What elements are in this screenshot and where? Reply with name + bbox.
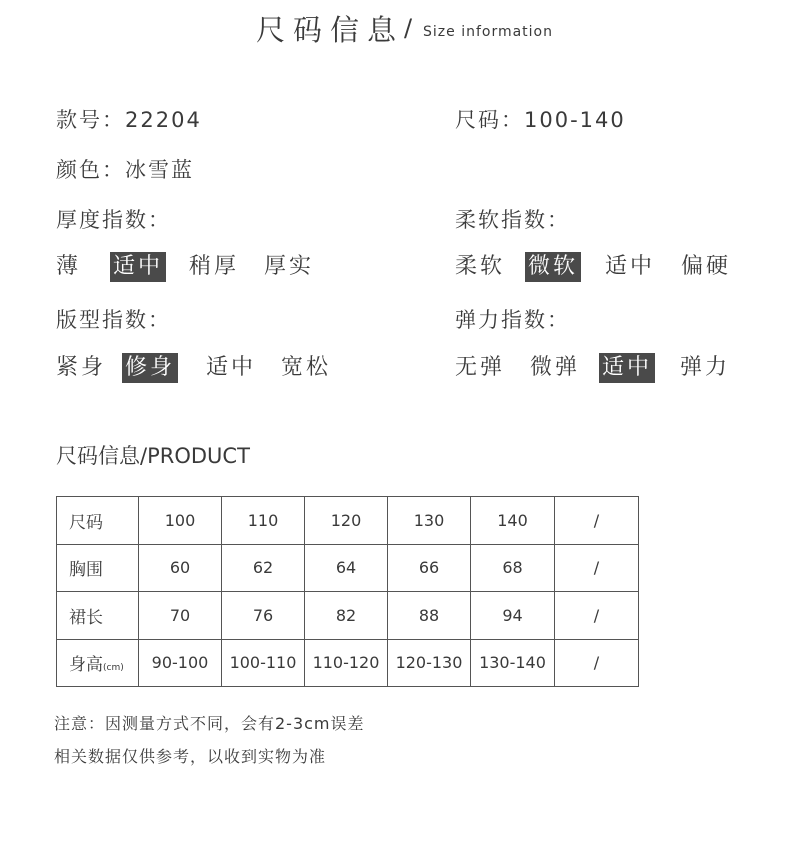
table-cell: / [555, 497, 639, 545]
thickness-option: 厚实 [264, 254, 315, 279]
thickness-option: 稍厚 [189, 254, 240, 279]
fit-label: 版型指数： [56, 308, 171, 332]
table-cell: / [555, 639, 639, 687]
table-cell: 76 [222, 592, 305, 640]
table-cell: 88 [388, 592, 471, 640]
style-number: 款号：22204 [56, 108, 202, 132]
table-row [57, 639, 639, 687]
table-cell: 94 [471, 592, 555, 640]
unit-label: (cm) [103, 663, 124, 674]
elasticity-option-selected: 适中 [599, 353, 655, 383]
row-label: 胸围 [69, 560, 103, 581]
elasticity-option: 无弹 [455, 355, 506, 380]
note-line-1: 注意：因测量方式不同，会有2-3cm误差 [54, 714, 365, 733]
elasticity-option: 弹力 [680, 355, 731, 380]
table-cell: 120 [305, 497, 388, 545]
elasticity-label: 弹力指数： [455, 308, 570, 332]
table-row [57, 497, 639, 545]
fit-option: 宽松 [281, 355, 332, 380]
color-name: 颜色：冰雪蓝 [56, 158, 194, 182]
softness-option: 柔软 [455, 254, 506, 279]
row-label: 尺码 [69, 512, 103, 533]
table-cell: 90-100 [139, 639, 222, 687]
fit-option: 适中 [206, 355, 257, 380]
thickness-option-selected: 适中 [110, 252, 166, 282]
row-header [57, 639, 139, 687]
title-separator: / [404, 14, 413, 42]
table-cell: 100 [139, 497, 222, 545]
table-cell: 60 [139, 544, 222, 592]
softness-option-selected: 微软 [525, 252, 581, 282]
softness-option: 偏硬 [681, 254, 732, 279]
row-label: 裙长 [69, 607, 103, 628]
table-cell: 110 [222, 497, 305, 545]
size-table [56, 496, 639, 687]
fit-option-selected: 修身 [122, 353, 178, 383]
table-cell: 66 [388, 544, 471, 592]
page-subtitle: Size information [423, 24, 553, 40]
table-cell: 110-120 [305, 639, 388, 687]
elasticity-option: 微弹 [530, 355, 581, 380]
table-cell: 130-140 [471, 639, 555, 687]
table-cell: / [555, 592, 639, 640]
table-cell: 120-130 [388, 639, 471, 687]
row-header [57, 544, 139, 592]
table-cell: 82 [305, 592, 388, 640]
fit-option: 紧身 [56, 355, 107, 380]
note-line-2: 相关数据仅供参考，以收到实物为准 [54, 747, 327, 766]
table-cell: / [555, 544, 639, 592]
row-label: 身高 [69, 655, 103, 676]
table-row [57, 544, 639, 592]
table-cell: 64 [305, 544, 388, 592]
size-table-title: 尺码信息/PRODUCT [56, 444, 250, 468]
row-header [57, 592, 139, 640]
softness-option: 适中 [605, 254, 656, 279]
thickness-option: 薄 [56, 254, 82, 279]
size-range: 尺码：100-140 [455, 108, 626, 132]
table-cell: 140 [471, 497, 555, 545]
softness-label: 柔软指数： [455, 208, 570, 232]
page-title: 尺码信息 [256, 13, 405, 47]
table-cell: 62 [222, 544, 305, 592]
table-cell: 100-110 [222, 639, 305, 687]
table-cell: 130 [388, 497, 471, 545]
table-cell: 70 [139, 592, 222, 640]
table-row [57, 592, 639, 640]
table-cell: 68 [471, 544, 555, 592]
row-header [57, 497, 139, 545]
thickness-label: 厚度指数： [56, 208, 171, 232]
